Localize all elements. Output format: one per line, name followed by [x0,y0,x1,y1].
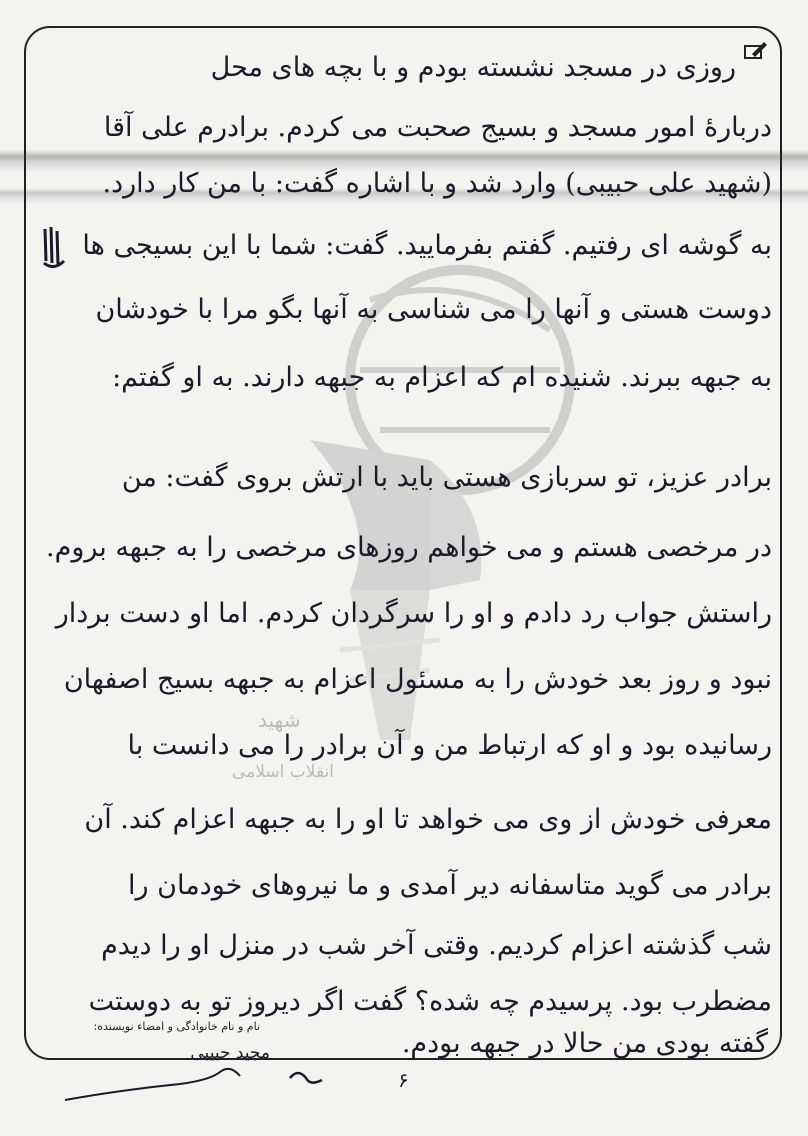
text-line-5: دوست هستی و آنها را می شناسی به آنها بگو مرا با خودشان [95,294,772,325]
text-line-11: رسانیده بود و او که ارتباط من و آن برادر را می دانست با [127,730,772,761]
text-line-10: نبود و روز بعد خودش را به مسئول اعزام به جبهه بسیج اصفهان [63,664,772,695]
text-line-9: راستش جواب رد دادم و او را سرگردان کردم. اما او دست بردار [55,598,772,629]
text-line-4: به گوشه ای رفتیم. گفتم بفرمایید. گفت: شما با این بسیجی ها [82,230,772,261]
watermark-title: شهید [258,708,301,732]
text-line-12: معرفی خودش از وی می خواهد تا او را به جبهه اعزام کند. آن [84,804,772,835]
page-number: ۶ [398,1068,409,1092]
text-line-8: در مرخصی هستم و می خواهم روزهای مرخصی را به جبهه بروم. [46,532,772,563]
text-line-6: به جبهه ببرند. شنیده ام که اعزام به جبهه دارند. به او گفتم: [112,362,772,393]
text-line-14: شب گذشته اعزام کردیم. وقتی آخر شب در منزل او را دیدم [101,930,772,961]
text-line-13: برادر می گوید متاسفانه دیر آمدی و ما نیروهای خودمان را [128,870,772,901]
watermark-subtitle: انقلاب اسلامی [232,762,334,782]
text-line-7: برادر عزیز، تو سربازی هستی باید با ارتش بروی گفت: من [121,462,772,493]
text-line-15: مضطرب بود. پرسیدم چه شده؟ گفت اگر دیروز تو به دوستت [88,986,772,1017]
text-line-16: گفته بودی من حالا در جبهه بودم. [401,1028,768,1059]
text-line-2: دربارهٔ امور مسجد و بسیج صحبت می کردم. برادرم علی آقا [103,112,772,143]
signature-scribble [60,1060,360,1110]
text-line-1: روزی در مسجد نشسته بودم و با بچه های محل [210,52,736,83]
text-line-3: (شهید علی حبیبی) وارد شد و با اشاره گفت: با من کار دارد. [102,168,772,199]
author-signature-label: نام و نام خانوادگی و امضاء نویسنده: [93,1020,260,1033]
pencil-icon [744,40,768,62]
author-name: مجید حبیبی [190,1043,270,1063]
